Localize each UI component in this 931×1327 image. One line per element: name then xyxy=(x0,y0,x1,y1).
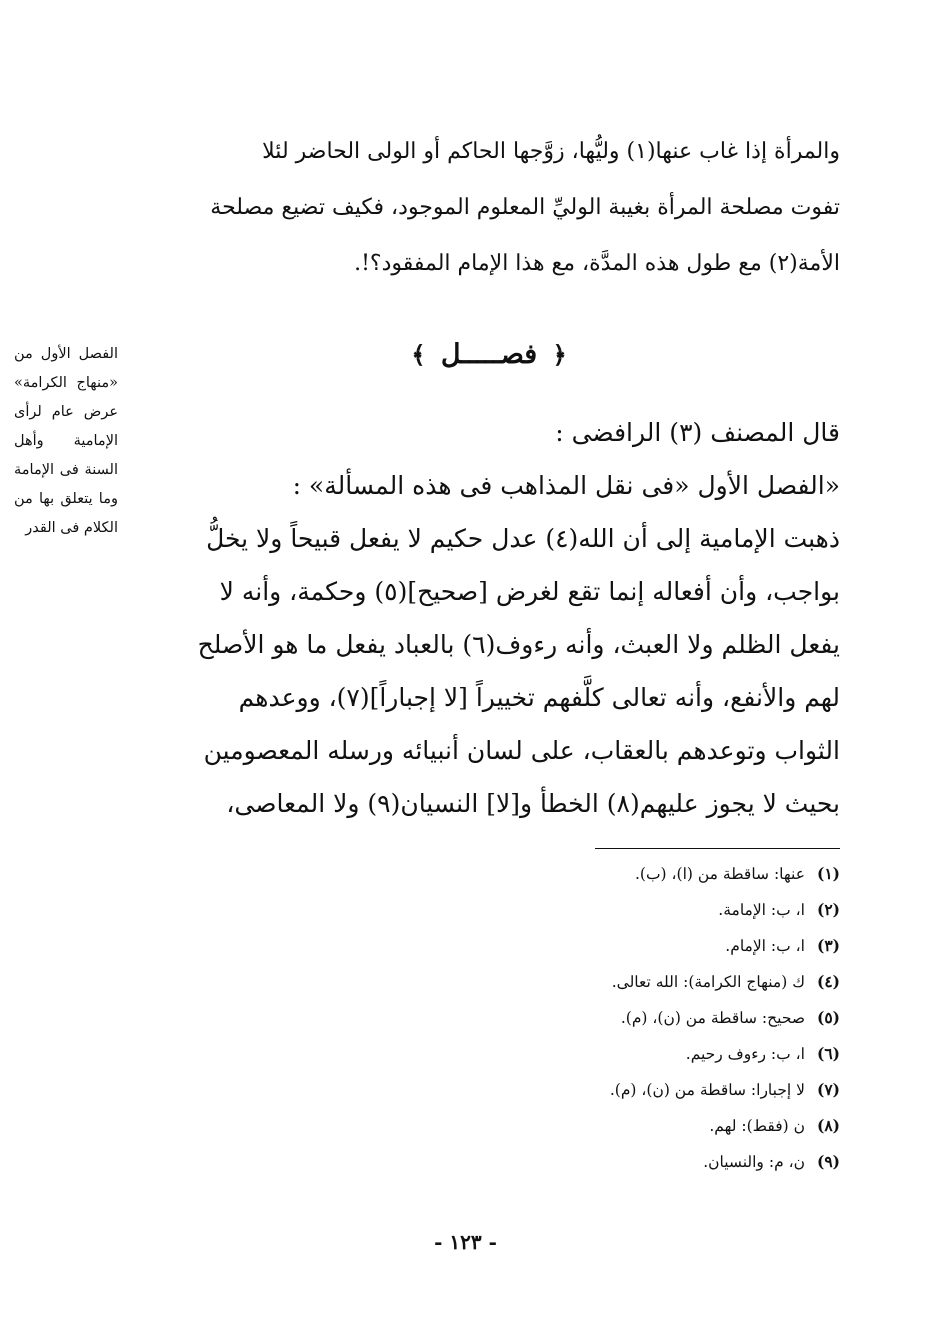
ornament-left: ﴾ xyxy=(411,340,426,369)
intro-line: تفوت مصلحة المرأة بغيبة الوليِّ المعلوم الموجود، فكيف تضيع مصلحة xyxy=(210,195,840,220)
footnote-text: ن (فقط): لهم. xyxy=(709,1117,805,1135)
footnote-number: (٧) xyxy=(816,1080,840,1099)
footnote-item xyxy=(420,964,840,1000)
section-heading xyxy=(138,330,840,380)
footnotes xyxy=(420,856,840,1180)
footnote-item xyxy=(420,1108,840,1144)
footnote-text: ن، م: والنسيان. xyxy=(703,1153,805,1171)
footnote-separator xyxy=(595,848,840,849)
footnote-item xyxy=(420,1072,840,1108)
body-text xyxy=(138,406,840,830)
footnote-number: (٦) xyxy=(816,1044,840,1063)
body-line: «الفصل الأول «فى نقل المذاهب فى هذه المسألة» : xyxy=(292,471,840,500)
footnote-text: ك (منهاج الكرامة): الله تعالى. xyxy=(611,973,805,991)
footnote-item xyxy=(420,928,840,964)
body-line: الثواب وتوعدهم بالعقاب، على لسان أنبيائه ورسله المعصومين xyxy=(203,736,840,765)
intro-paragraph xyxy=(138,124,840,292)
section-title: فصـــــل xyxy=(440,339,538,370)
body-line: بحيث لا يجوز عليهم(٨) الخطأ و[لا] النسيان(٩) ولا المعاصى، xyxy=(226,789,840,818)
body-line: قال المصنف (٣) الرافضى : xyxy=(555,418,840,447)
footnote-text: ا، ب: الإمامة. xyxy=(718,901,805,919)
footnote-number: (٨) xyxy=(816,1116,840,1135)
footnote-number: (٣) xyxy=(816,936,840,955)
margin-note: الفصل الأول من «منهاج الكرامة» عرض عام لرأى الإمامية وأهل السنة فى الإمامة وما يتعلق بها من الكلام فى القدر xyxy=(14,346,118,536)
footnote-item xyxy=(420,1000,840,1036)
footnote-item xyxy=(420,1036,840,1072)
footnote-number: (٢) xyxy=(816,900,840,919)
intro-line: والمرأة إذا غاب عنها(١) وليُّها، زوَّجها الحاكم أو الولى الحاضر لئلا xyxy=(262,139,840,164)
footnote-text: صحيح: ساقطة من (ن)، (م). xyxy=(620,1009,805,1027)
footnote-text: ا، ب: رءوف رحيم. xyxy=(685,1045,805,1063)
intro-line: الأمة(٢) مع طول هذه المدَّة، مع هذا الإمام المفقود؟!. xyxy=(354,251,840,276)
footnote-number: (٥) xyxy=(816,1008,840,1027)
footnote-text: عنها: ساقطة من (ا)، (ب). xyxy=(634,865,805,883)
body-line: ذهبت الإمامية إلى أن الله(٤) عدل حكيم لا يفعل قبيحاً ولا يخلُّ xyxy=(206,524,840,553)
body-line: يفعل الظلم ولا العبث، وأنه رءوف(٦) بالعباد يفعل ما هو الأصلح xyxy=(197,630,840,659)
footnote-text: لا إجبارا: ساقطة من (ن)، (م). xyxy=(609,1081,805,1099)
footnote-item xyxy=(420,856,840,892)
footnote-item xyxy=(420,1144,840,1180)
footnote-text: ا، ب: الإمام. xyxy=(725,937,805,955)
footnote-number: (٩) xyxy=(816,1152,840,1171)
body-line: لهم والأنفع، وأنه تعالى كلَّفهم تخييراً [لا إجباراً](٧)، ووعدهم xyxy=(238,683,840,712)
body-line: بواجب، وأن أفعاله إنما تقع لغرض [صحيح](٥) وحكمة، وأنه لا xyxy=(219,577,840,606)
footnote-number: (٤) xyxy=(816,972,840,991)
ornament-right: ﴿ xyxy=(552,340,567,369)
footnote-item xyxy=(420,892,840,928)
page-number: - ١٢٣ - xyxy=(434,1230,497,1254)
footnote-number: (١) xyxy=(816,864,840,883)
